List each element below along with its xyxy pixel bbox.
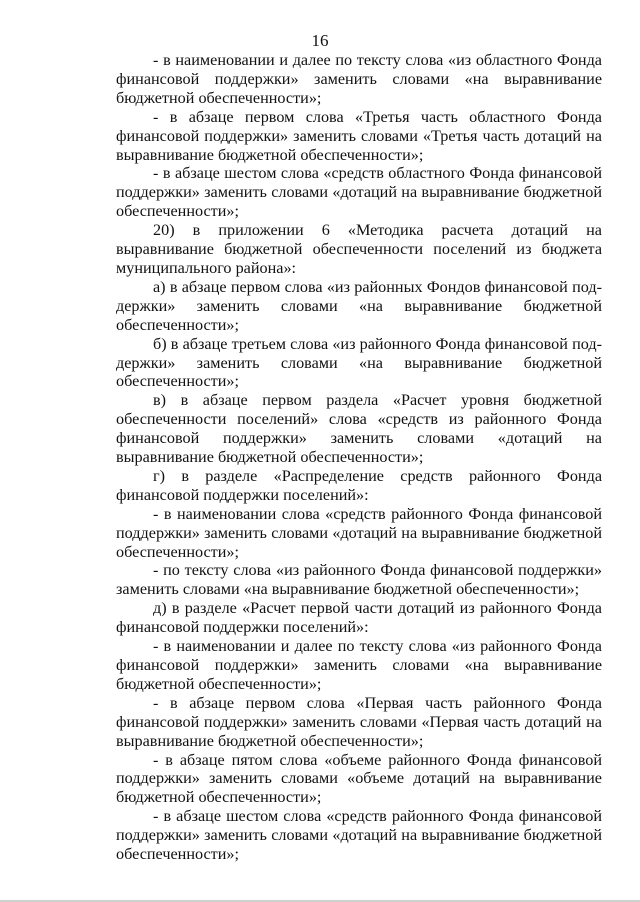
paragraph: - в абзаце пятом слова «объеме районного Фонда финансовой поддержки» заменить словами «объеме дотаций на выравнивание бюджетной обеспеченности»;	[116, 750, 602, 807]
paragraph: - в абзаце шестом слова «средств районного Фонда финансовой поддержки» заменить словами «дотаций на выравнивание бюджетной обеспеченности»;	[116, 807, 602, 864]
paragraph: - в абзаце первом слова «Третья часть областного Фонда финансовой поддержки» заменить словами «Третья часть дотаций на выравнивание бюджетной обеспеченности»;	[116, 107, 602, 164]
paragraph: - в абзаце шестом слова «средств областного Фонда финансовой поддержки» заменить словами «дотаций на выравнивание бюджетной обеспеченности»;	[116, 164, 602, 221]
paragraph: - по тексту слова «из районного Фонда финансовой поддержки» заменить словами «на выравнивание бюджетной обеспеченности»;	[116, 561, 602, 599]
paragraph: - в абзаце первом слова «Первая часть районного Фонда финансовой поддержки» заменить словами «Первая часть дотаций на выравнивание бюджетной обеспеченности»;	[116, 693, 602, 750]
paragraph: б) в абзаце третьем слова «из районного Фонда финансовой поддержки» заменить словами «на выравнивание бюджетной обеспеченности»;	[116, 334, 602, 391]
paragraph: - в наименовании и далее по тексту слова «из областного Фонда финансовой поддержки» заменить словами «на выравнивание бюджетной обеспеченности»;	[116, 51, 602, 107]
paragraph: - в наименовании и далее по тексту слова «из районного Фонда финансовой поддержки» заменить словами «на выравнивание бюджетной обеспеченности»;	[116, 637, 602, 693]
document-body	[116, 51, 602, 864]
paragraph: - в наименовании слова «средств районного Фонда финансовой поддержки» заменить словами «дотаций на выравнивание бюджетной обеспеченности»;	[116, 504, 602, 561]
paragraph: д) в разделе «Расчет первой части дотаций из районного Фонда финансовой поддержки поселений»:	[116, 599, 602, 637]
paragraph: г) в разделе «Распределение средств районного Фонда финансовой поддержки поселений»:	[116, 466, 602, 504]
paragraph: в) в абзаце первом раздела «Расчет уровня бюджетной обеспеченности поселений» слова «средств из районного Фонда финансовой поддержки» заменить словами «дотаций на выравнивание бюджетной обеспеченности»;	[116, 391, 602, 467]
page-number: 16	[311, 31, 329, 50]
paragraph: 20) в приложении 6 «Методика расчета дотаций на выравнивание бюджетной обеспеченности поселений из бюджета муниципального района»:	[116, 221, 602, 277]
paragraph: а) в абзаце первом слова «из районных Фондов финансовой поддержки» заменить словами «на выравнивание бюджетной обеспеченности»;	[116, 277, 602, 334]
